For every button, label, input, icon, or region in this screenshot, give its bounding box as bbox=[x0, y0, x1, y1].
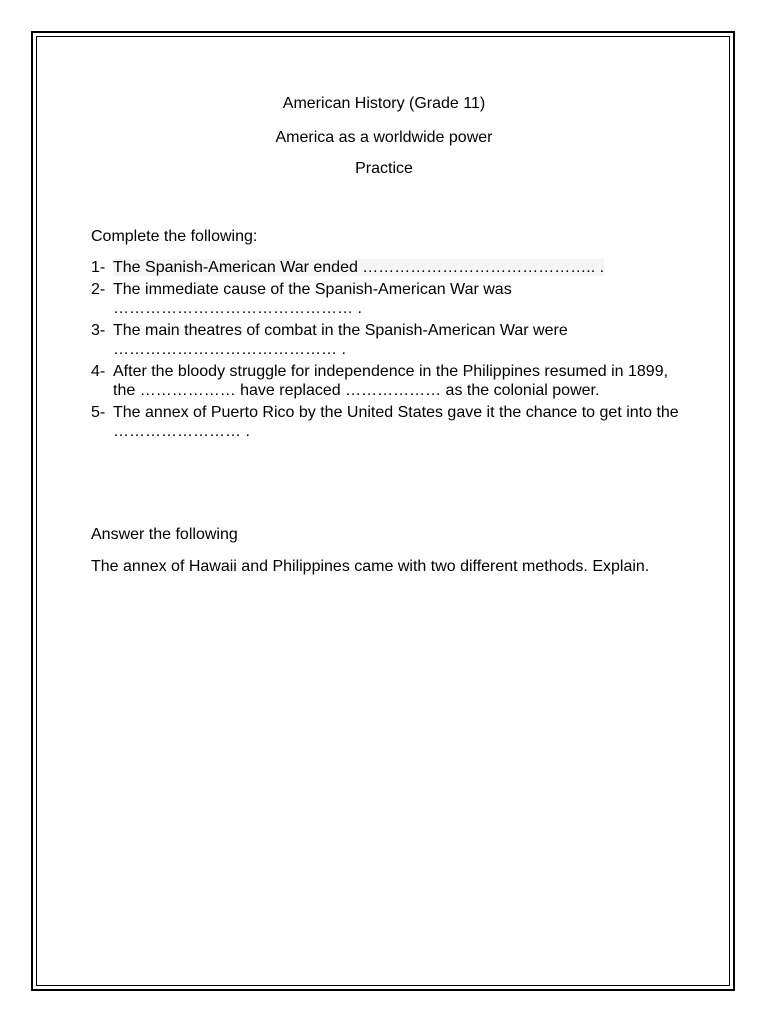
question-number: 3- bbox=[91, 322, 106, 339]
topic-title: America as a worldwide power bbox=[275, 129, 493, 146]
complete-section-heading: Complete the following: bbox=[91, 228, 258, 245]
page-border-inner bbox=[36, 36, 730, 986]
course-title: American History (Grade 11) bbox=[282, 95, 486, 112]
question-text: The annex of Puerto Rico by the United States gave it the chance to get into the …………………… . bbox=[113, 404, 679, 440]
question-number: 2- bbox=[91, 281, 106, 298]
question-text: The main theatres of combat in the Spanish-American War were …………………………………… . bbox=[113, 322, 568, 358]
worksheet-type: Practice bbox=[355, 160, 413, 177]
question-item bbox=[91, 321, 681, 359]
question-list bbox=[91, 258, 681, 444]
question-text: After the bloody struggle for independence in the Philippines resumed in 1899, the ……………… have replaced ……………… as the colonial power. bbox=[113, 363, 669, 399]
question-item bbox=[91, 258, 681, 277]
question-item bbox=[91, 362, 681, 400]
question-item bbox=[91, 403, 681, 441]
question-text: The immediate cause of the Spanish-American War was ……………………………………… . bbox=[113, 281, 512, 317]
question-number: 1- bbox=[91, 259, 106, 276]
essay-question: The annex of Hawaii and Philippines came with two different methods. Explain. bbox=[91, 558, 650, 575]
question-number: 5- bbox=[91, 404, 106, 421]
question-text: The Spanish-American War ended …………………………………….. . bbox=[113, 259, 605, 276]
question-item bbox=[91, 280, 681, 318]
answer-section-heading: Answer the following bbox=[91, 526, 238, 543]
question-number: 4- bbox=[91, 363, 106, 380]
